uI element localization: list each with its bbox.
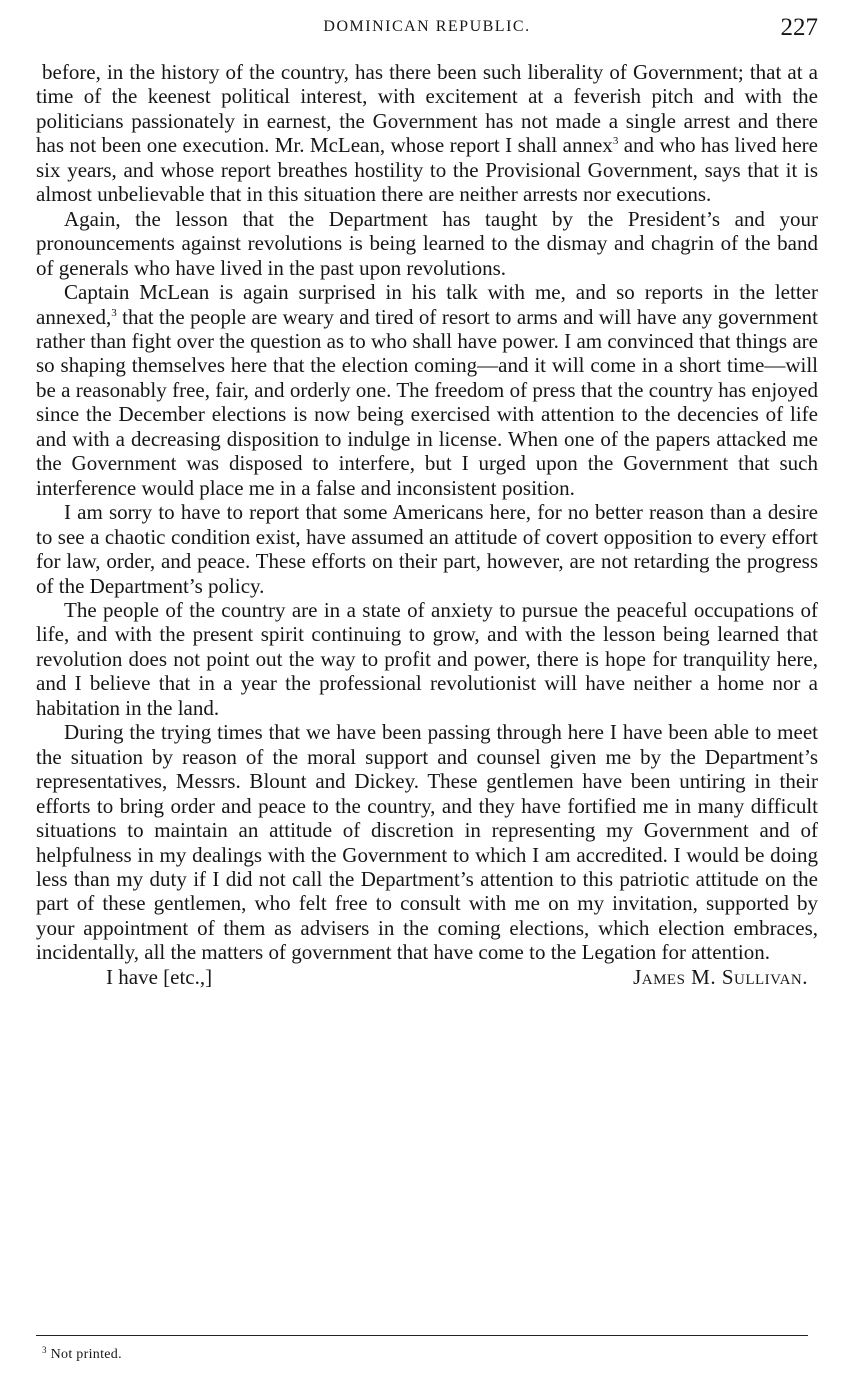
letter-closing <box>36 965 818 995</box>
paragraph-3-text-b: that the people are weary and tired of resort to arms and will have any government rather than fight over the question as to who shall have power. I am convinced that things are so shaping themselves here that the election coming—and it will come in a short time—will be a reasonably free, fair, and orderly one. The freedom of press that the country has enjoyed since the December elections is now being exercised with attention to the decencies of life and with a decreasing disposition to indulge in license. When one of the papers attacked me the Government was disposed to interfere, but I urged upon the Government that such interference would place me in a false and inconsistent position. <box>36 304 818 500</box>
document-page <box>36 14 818 995</box>
closing-phrase: I have [etc.,] <box>106 964 213 989</box>
paragraph-6: During the trying times that we have been passing through here I have been able to meet the situation by reason of the moral support and counsel given me by the Department’s representatives, Messrs. Blount and Dickey. These gentlemen have been untiring in their efforts to bring order and peace to the country, and they have fortified me in many difficult situations to maintain an attitude of discretion in representing my Government and of helpfulness in my dealings with the Government to which I am accredited. I would be doing less than my duty if I did not call the Department’s attention to this patriotic attitude on the part of these gentlemen, who felt free to consult with me on my invitation, supported by your appointment of them as advisers in the coming elections, which election embraces, incidentally, all the matters of government that have come to the Legation for attention. <box>36 720 818 965</box>
paragraph-5: The people of the country are in a state of anxiety to pursue the peaceful occupations of life, and with the present spirit continuing to grow, and with the lesson being learned that revolution does not point out the way to profit and power, there is hope for tranquility here, and I believe that in a year the professional revolutionist will have neither a home nor a habitation in the land. <box>36 597 818 720</box>
running-title: DOMINICAN REPUBLIC. <box>323 18 531 35</box>
footnote-text: Not printed. <box>46 1347 122 1362</box>
footnote <box>42 1347 122 1363</box>
footnote-reference: 3 <box>612 135 619 148</box>
footnote-rule <box>36 1335 808 1336</box>
paragraph-4: I am sorry to have to report that some Americans here, for no better reason than a desire to see a chaotic condition exist, have assumed an attitude of covert opposition to every effort for law, order, and peace. These efforts on their part, however, are not retarding the progress of the Department’s policy. <box>36 500 818 598</box>
paragraph-3-text-a: Captain McLean is again surprised in his talk with me, and so reports in the letter annexed, <box>36 280 818 329</box>
paragraph-2: Again, the lesson that the Department has taught by the President’s and your pronouncements against revolutions is being learned to the dismay and chagrin of the band of generals who have lived in the past upon revolutions. <box>36 206 818 280</box>
paragraph-1-text-b: and who has lived here six years, and whose report breathes hostility to the Provisional Government, says that it is almost unbelievable that in this situation there are neither arrests nor executions. <box>36 133 818 207</box>
signature: James M. Sullivan. <box>633 964 808 989</box>
footnote-marker: 3 <box>42 1345 47 1355</box>
paragraph-3 <box>36 280 818 500</box>
page-number: 227 <box>780 14 818 41</box>
running-head <box>36 14 818 44</box>
paragraph-1-text-a: before, in the history of the country, has there been such liberality of Government; that at a time of the keenest political interest, with excitement at a feverish pitch and with the politicians passionately in earnest, the Government has not made a single arrest and there has not been one execution. Mr. McLean, whose report I shall annex <box>36 60 818 158</box>
body-text <box>36 60 818 965</box>
paragraph-1 <box>36 60 818 207</box>
footnote-reference: 3 <box>111 306 117 319</box>
